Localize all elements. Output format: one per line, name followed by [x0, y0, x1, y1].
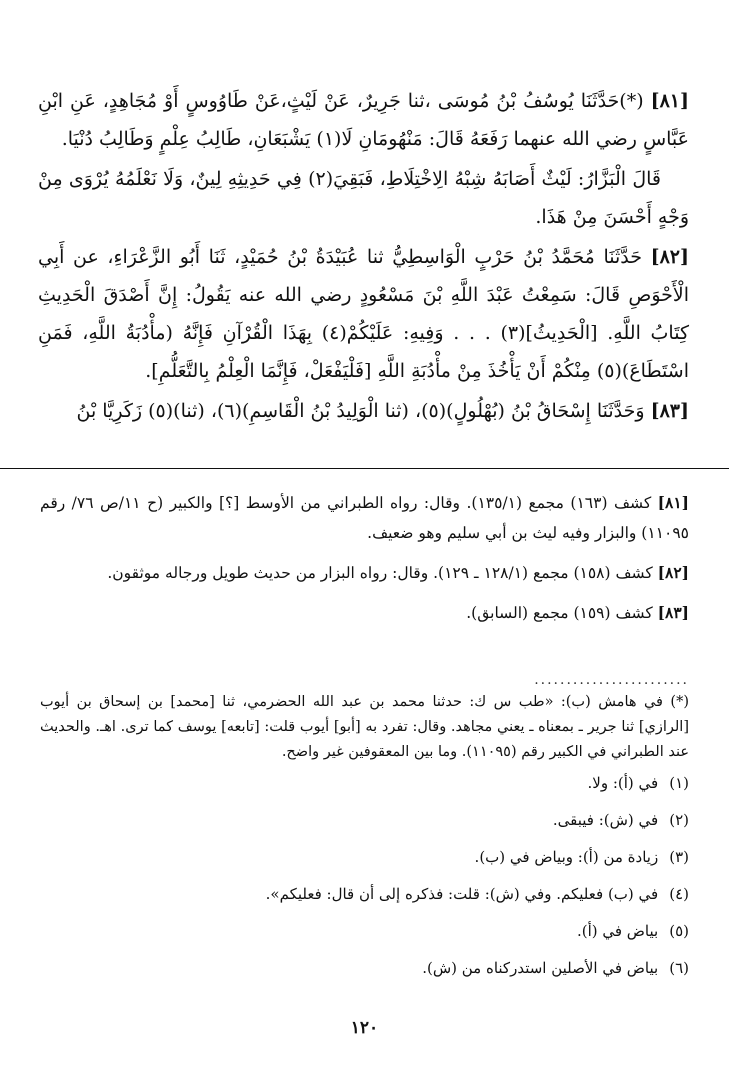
reference-tag: [٨٢] [657, 563, 689, 582]
footnote [40, 845, 689, 869]
footnote [40, 808, 689, 832]
reference-tag: [٨٣] [657, 603, 689, 622]
footnote-text: في (أ): ولا. [587, 774, 659, 792]
star-footnote: (*) في هامش (ب): «طب س ك: حدثنا محمد بن عبد الله الحضرمي، ثنا [محمد] بن إسحاق بن أيوب [الرازي] ثنا جرير ـ بمعناه ـ يعني مجاهد. وقال: تفرد به [أبو] أيوب قلت: [تابعه] يوسف كما ترى. اهـ. والحديث عند الطبراني في الكبير رقم (١١٠٩٥). وما بين المعقوفين غير واضح. [40, 694, 689, 760]
hadith-81 [38, 82, 689, 158]
footnote-number: (٢) [669, 811, 689, 829]
hadith-83-number: [٨٣] [650, 400, 689, 422]
footnote-number: (٥) [669, 922, 689, 940]
footnote [40, 919, 689, 943]
footnotes-section [40, 690, 689, 993]
references-section [40, 488, 689, 638]
dotted-separator: ........................ [534, 672, 689, 688]
reference-item [40, 558, 689, 588]
hadith-81-number: [٨١] [650, 90, 689, 112]
divider-line [0, 468, 729, 469]
reference-item [40, 598, 689, 628]
hadith-82 [38, 238, 689, 390]
main-text [38, 82, 689, 432]
footnote [40, 771, 689, 795]
footnote-text: في (ش): فيبقى. [552, 811, 659, 829]
hadith-83-text: وَحَدَّثَنَا إِسْحَاقُ بْنُ (بُهْلُولٍ)(٥)، (ثنا الْوَلِيدُ بْنُ الْقَاسِمِ)(٦)، (ثنا)(٥) زَكَرِيَّا بْنُ [76, 400, 645, 422]
hadith-82-number: [٨٢] [650, 246, 689, 268]
reference-text: كشف (١٥٩) مجمع (السابق). [466, 604, 653, 622]
reference-item [40, 488, 689, 548]
footnote-text: بياض في (أ). [576, 922, 659, 940]
hadith-81-comment: قَالَ الْبَزَّارُ: لَيْثٌ أَصَابَهُ شِبْهُ الِاخْتِلَاطِ، فَبَقِيَ(٢) فِي حَدِيثِهِ لِينٌ، وَلَا نَعْلَمُهُ يُرْوَى مِنْ وَجْهٍ أَحْسَنَ مِنْ هَذَا. [38, 168, 689, 228]
footnote-number: (٦) [669, 959, 689, 977]
page-number: ١٢٠ [350, 1018, 379, 1038]
footnote-text: في (ب) فعليكم. وفي (ش): قلت: فذكره إلى أن قال: فعليكم». [265, 885, 659, 903]
reference-tag: [٨١] [657, 493, 690, 512]
footnote-number: (١) [669, 774, 689, 792]
footnote [40, 882, 689, 906]
reference-text: كشف (١٦٣) مجمع (١٣٥/١). وقال: رواه الطبراني من الأوسط [؟] والكبير (ح ١١/ص ٧٦/ رقم ١١٠٩٥) والبزار وفيه ليث بن أبي سليم وهو ضعيف. [40, 494, 689, 542]
footnote-text: زيادة من (أ): وبياض في (ب). [474, 848, 659, 866]
reference-text: كشف (١٥٨) مجمع (١٢٨/١ ـ ١٢٩). وقال: رواه البزار من حديث طويل ورجاله موثقون. [107, 564, 653, 582]
hadith-81-text: (*)حَدَّثَنَا يُوسُفُ بْنُ مُوسَى ،ثنا جَرِيرٌ، عَنْ لَيْثٍ،عَنْ طَاوُوسٍ أَوْ مُجَاهِدٍ، عَنِ ابْنِ عَبَّاسٍ رضي الله عنهما رَفَعَهُ قَالَ: مَنْهُومَانِ لَا(١) يَشْبَعَانِ، طَالِبُ عِلْمٍ وَطَالِبُ دُنْيَا. [38, 90, 689, 150]
footnote-text: بياض في الأصلين استدركناه من (ش). [422, 959, 659, 977]
footnote [40, 956, 689, 980]
footnote-number: (٣) [669, 848, 689, 866]
hadith-82-text: حَدَّثَنَا مُحَمَّدُ بْنُ حَرْبٍ الْوَاسِطِيُّ ثنا عُبَيْدَةُ بْنُ حُمَيْدٍ، ثَنَا أَبُو الزَّعْرَاءِ، عن أَبِي الْأَحْوَصِ قَالَ: سَمِعْتُ عَبْدَ اللَّهِ بْنَ مَسْعُودٍ رضي الله عنه يَقُولُ: إِنَّ أَصْدَقَ الْحَدِيثِ كِتَابُ اللَّهِ. [الْحَدِيثُ](٣) . . . وَفِيهِ: عَلَيْكُمْ(٤) بِهَذَا الْقُرْآنِ فَإِنَّهُ (مأْدُبَةُ اللَّهِ، فَمَنِ اسْتَطَاعَ)(٥) مِنْكُمْ أَنْ يَأْخُذَ مِنْ مأْدُبَةِ اللَّهِ [فَلْيَفْعَلْ، فَإِنَّمَا الْعِلْمُ بِالتَّعَلُّمِ]. [38, 246, 689, 382]
footnote-number: (٤) [669, 885, 689, 903]
hadith-83 [38, 392, 689, 430]
